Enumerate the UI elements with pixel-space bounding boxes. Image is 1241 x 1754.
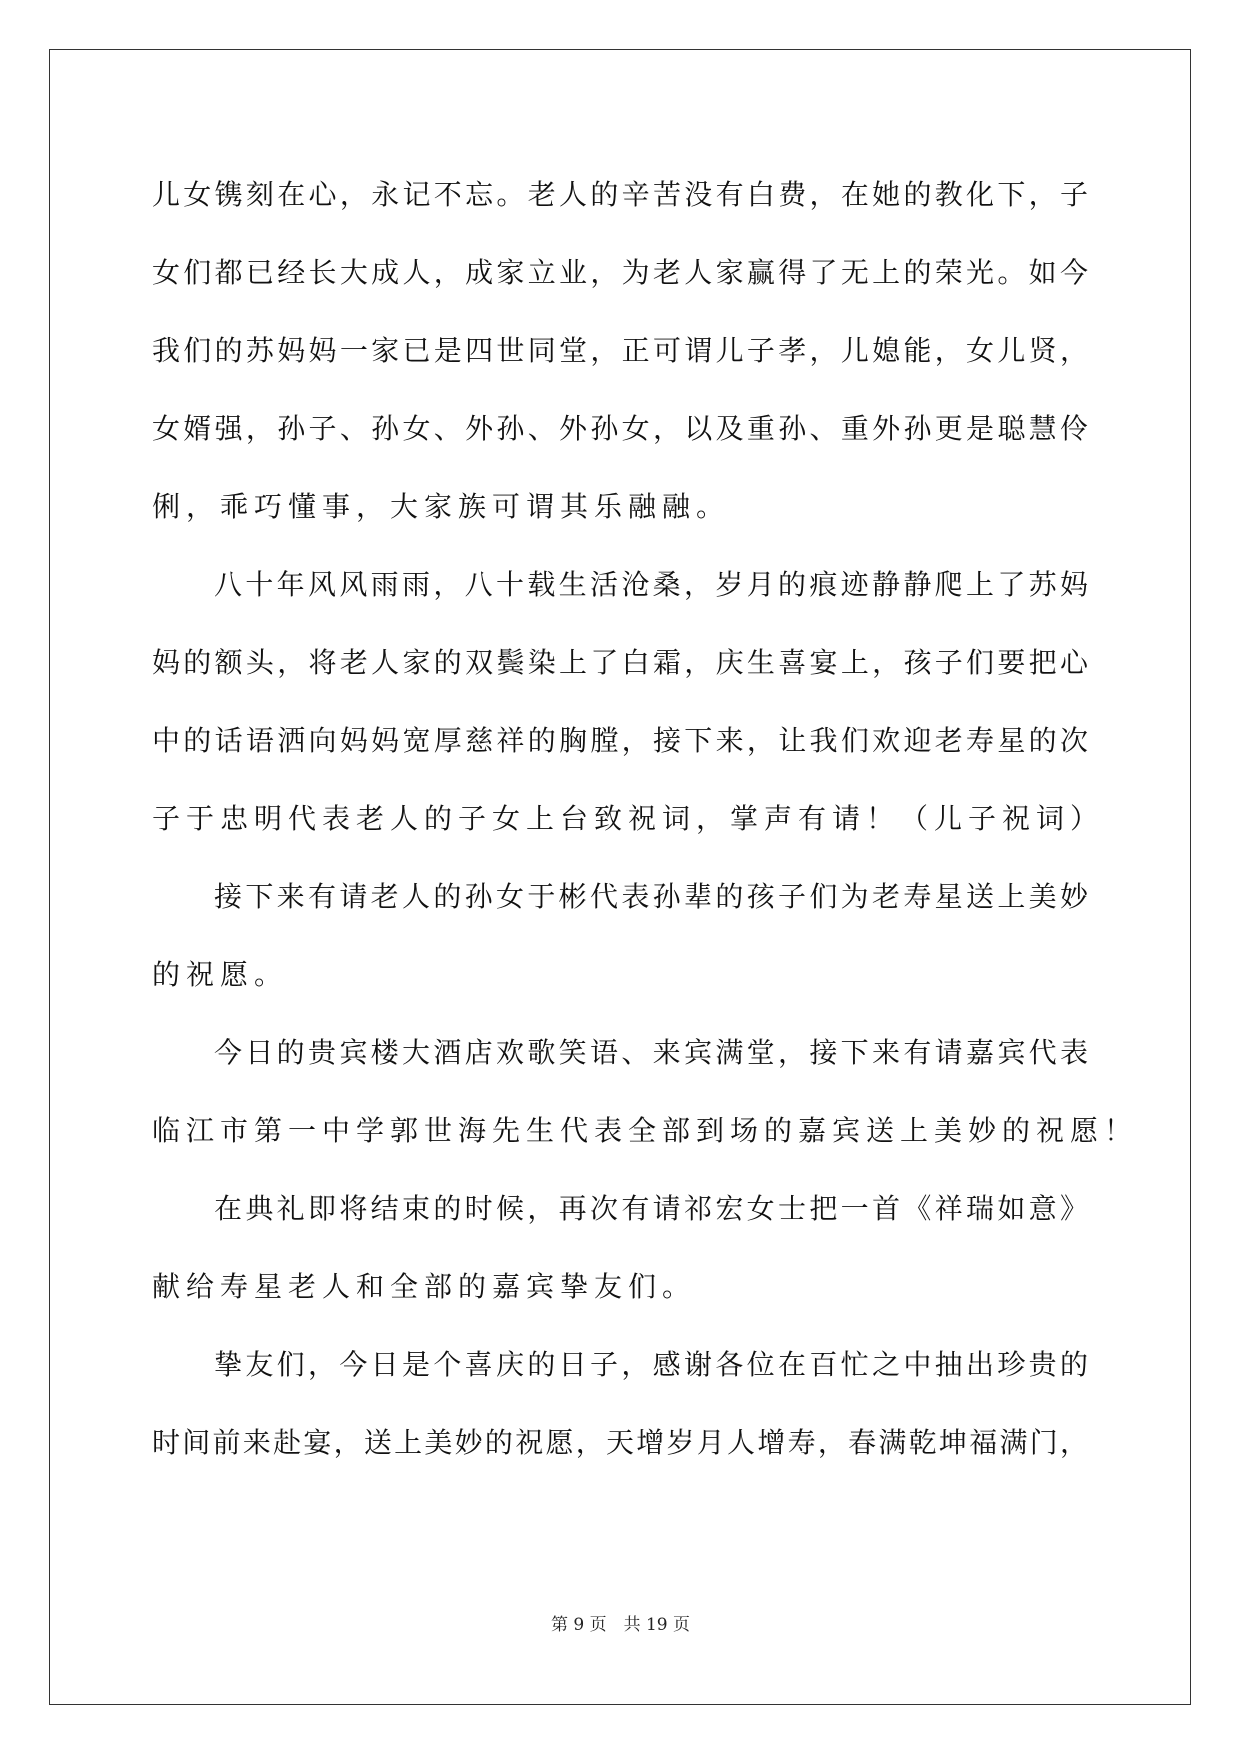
text-line: 献给寿星老人和全部的嘉宾挚友们。 [152, 1270, 697, 1303]
text-line: 女婿强，孙子、孙女、外孙、外孙女，以及重孙、重外孙更是聪慧伶 [152, 412, 1088, 445]
text-line: 中的话语洒向妈妈宽厚慈祥的胸膛，接下来，让我们欢迎老寿星的次 [152, 724, 1088, 757]
text-line: 我们的苏妈妈一家已是四世同堂，正可谓儿子孝，儿媳能，女儿贤， [152, 334, 1088, 367]
paragraph-first-line: 八十年风风雨雨，八十载生活沧桑，岁月的痕迹静静爬上了苏妈 [214, 568, 1088, 601]
paragraph-first-line: 接下来有请老人的孙女于彬代表孙辈的孩子们为老寿星送上美妙 [214, 880, 1088, 913]
text-line: 俐，乖巧懂事，大家族可谓其乐融融。 [152, 490, 731, 523]
text-line: 妈的额头，将老人家的双鬓染上了白霜，庆生喜宴上，孩子们要把心 [152, 646, 1088, 679]
paragraph-first-line: 在典礼即将结束的时候，再次有请祁宏女士把一首《祥瑞如意》 [214, 1192, 1088, 1225]
text-line: 儿女镌刻在心，永记不忘。老人的辛苦没有白费，在她的教化下，子 [152, 178, 1088, 211]
text-line: 的祝愿。 [152, 958, 289, 991]
text-line: 女们都已经长大成人，成家立业，为老人家赢得了无上的荣光。如今 [152, 256, 1088, 289]
text-line: 子于忠明代表老人的子女上台致祝词，掌声有请！（儿子祝词） [152, 802, 1105, 835]
paragraph-first-line: 今日的贵宾楼大酒店欢歌笑语、来宾满堂，接下来有请嘉宾代表 [214, 1036, 1088, 1069]
page-number-footer: 第 9 页 共 19 页 [550, 1615, 691, 1635]
paragraph-first-line: 挚友们，今日是个喜庆的日子，感谢各位在百忙之中抽出珍贵的 [214, 1348, 1088, 1381]
text-line: 临江市第一中学郭世海先生代表全部到场的嘉宾送上美妙的祝愿！ [152, 1114, 1139, 1147]
document-body [152, 156, 1139, 1482]
text-line: 时间前来赴宴，送上美妙的祝愿，天增岁月人增寿，春满乾坤福满门， [152, 1426, 1088, 1459]
